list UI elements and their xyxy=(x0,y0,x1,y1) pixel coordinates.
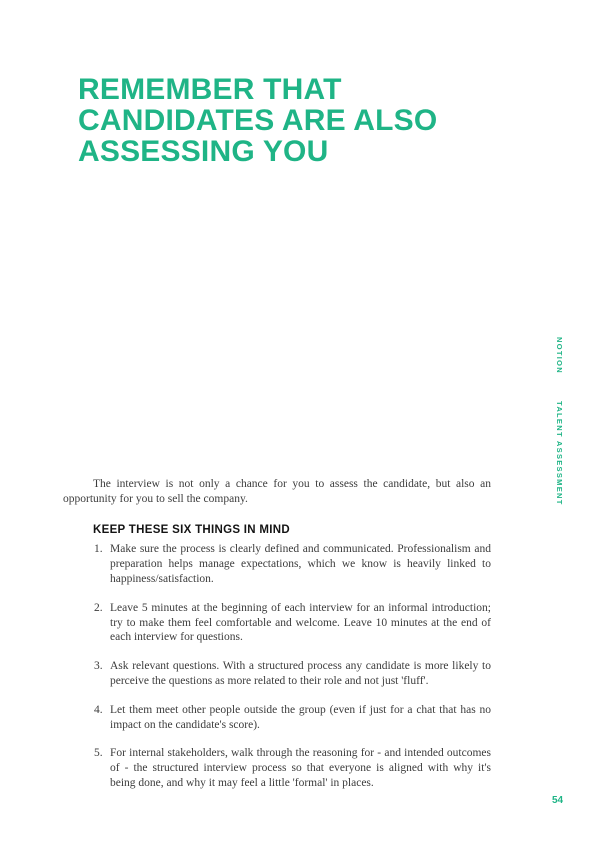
page-title xyxy=(78,74,437,167)
page-number: 54 xyxy=(552,795,564,806)
list-item: Leave 5 minutes at the beginning of each interview for an informal introduction; try to make them feel comfortable and welcome. Leave 10 minutes at the end of each interview for questions. xyxy=(110,601,491,644)
list-item: Ask relevant questions. With a structured process any candidate is more likely to perceive the questions as more related to their role and not just 'fluff'. xyxy=(110,660,491,687)
list-heading: KEEP THESE SIX THINGS IN MIND xyxy=(93,523,290,536)
six-things-list xyxy=(63,542,491,790)
list-item: Make sure the process is clearly defined and communicated. Professionalism and preparation helps manage expectations, which we know is heavily linked to happiness/satisfaction. xyxy=(110,543,491,585)
margin-document-label: TALENT ASSESSMENT xyxy=(555,401,564,506)
page-title-line: ASSESSING YOU xyxy=(78,135,329,168)
margin-brand-label: NOTION xyxy=(555,337,564,374)
body-content xyxy=(63,477,491,805)
page-title-line: CANDIDATES ARE ALSO xyxy=(78,104,438,137)
page-title-line: REMEMBER THAT xyxy=(78,73,342,106)
list-item: For internal stakeholders, walk through the reasoning for - and intended outcomes of - the structured interview process so that everyone is aligned with why it's being done, and why it may feel a little 'formal' in places. xyxy=(110,747,491,789)
list-item: Let them meet other people outside the group (even if just for a chat that has no impact on the candidate's score). xyxy=(110,703,491,731)
intro-paragraph: The interview is not only a chance for you to assess the candidate, but also an opportunity for you to sell the company. xyxy=(63,478,491,505)
